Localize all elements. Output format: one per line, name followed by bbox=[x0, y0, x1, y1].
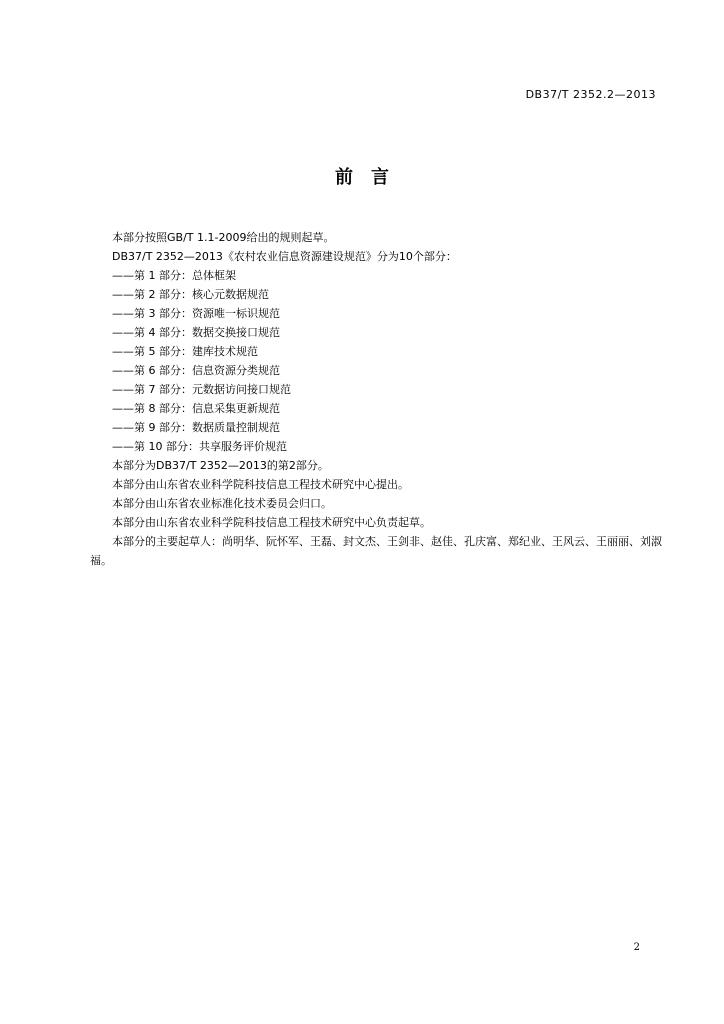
this-part-paragraph: 本部分为DB37/T 2352—2013的第2部分。 bbox=[112, 459, 329, 472]
proposed-by-paragraph: 本部分由山东省农业科学院科技信息工程技术研究中心提出。 bbox=[112, 478, 409, 491]
drafting-rule-paragraph: 本部分按照GB/T 1.1-2009给出的规则起草。 bbox=[112, 231, 335, 244]
part-item: ——第 3 部分：资源唯一标识规范 bbox=[112, 307, 280, 320]
part-item: ——第 10 部分：共享服务评价规范 bbox=[112, 440, 287, 453]
main-drafters-paragraph: 本部分的主要起草人：尚明华、阮怀军、王磊、封文杰、王剑非、赵佳、孔庆富、郑纪业、王风云、王丽丽、刘淑福。 bbox=[90, 535, 662, 567]
centralized-by-paragraph: 本部分由山东省农业标准化技术委员会归口。 bbox=[112, 497, 332, 510]
part-item: ——第 5 部分：建库技术规范 bbox=[112, 345, 258, 358]
drafted-by-paragraph: 本部分由山东省农业科学院科技信息工程技术研究中心负责起草。 bbox=[112, 516, 431, 529]
parts-list bbox=[90, 266, 670, 456]
part-item: ——第 4 部分：数据交换接口规范 bbox=[112, 326, 280, 339]
part-item: ——第 1 部分：总体框架 bbox=[112, 269, 236, 282]
document-body bbox=[90, 228, 670, 570]
part-item: ——第 9 部分：数据质量控制规范 bbox=[112, 421, 280, 434]
part-item: ——第 8 部分：信息采集更新规范 bbox=[112, 402, 280, 415]
page-number: 2 bbox=[633, 942, 640, 953]
part-item: ——第 2 部分：核心元数据规范 bbox=[112, 288, 269, 301]
part-item: ——第 7 部分：元数据访问接口规范 bbox=[112, 383, 291, 396]
page-title: 前 言 bbox=[335, 167, 389, 188]
parts-intro-paragraph: DB37/T 2352—2013《农村农业信息资源建设规范》分为10个部分： bbox=[112, 250, 457, 263]
part-item: ——第 6 部分：信息资源分类规范 bbox=[112, 364, 280, 377]
header-code: DB37/T 2352.2—2013 bbox=[525, 88, 656, 101]
